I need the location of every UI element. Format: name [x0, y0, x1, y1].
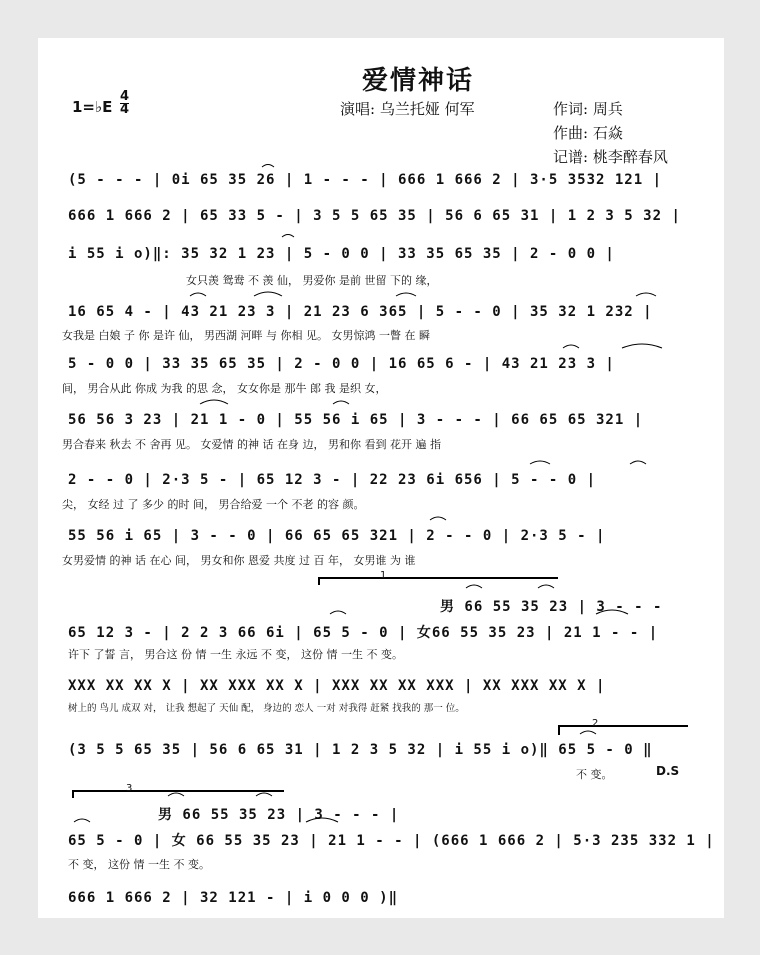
singers: 演唱: 乌兰托娅 何军 [340, 100, 475, 118]
music-row-5: 5 - 0 0 | 33 35 65 35 | 2 - 0 0 | 16 65 6 - | 43 21 23 3 | [68, 356, 615, 372]
music-row-7: 2 - - 0 | 2·3 5 - | 65 12 3 - | 22 23 6i 656 | 5 - - 0 | [68, 472, 597, 488]
volta-1-label: 1 [380, 570, 387, 581]
lyric-row-4: 女我是 白娘 子 你 是许 仙， 男西湖 河畔 与 你相 见。 女男惊鸿 一瞥 在 瞬 [62, 329, 430, 342]
lyric-row-3: 女只羡 鸳鸯 不 羡 仙， 男爱你 是前 世留 下的 缘， [186, 274, 438, 287]
music-row-9: 65 12 3 - | 2 2 3 66 6i | 65 5 - 0 | 女66 55 35 23 | 21 1 - - | [68, 625, 659, 641]
slur [190, 293, 206, 296]
music-row-3: i 55 i o)‖: 35 32 1 23 | 5 - 0 0 | 33 35 65 35 | 2 - 0 0 | [68, 246, 615, 262]
music-row-13: 666 1 666 2 | 32 121 - | i 0 0 0 )‖ [68, 890, 399, 906]
slur [396, 293, 416, 296]
ds-mark: D.S [656, 764, 680, 778]
lyric-row-7: 尖， 女经 过 了 多少 的时 间， 男合给爱 一个 不老 的容 颜。 [62, 498, 365, 511]
slur [430, 517, 446, 520]
slur [596, 610, 628, 614]
music-row-12: 65 5 - 0 | 女 66 55 35 23 | 21 1 - - | (666 1 666 2 | 5·3 235 332 1 | [68, 833, 715, 849]
slur [262, 165, 274, 168]
music-row-1: (5 - - - | 0i 65 35 26 | 1 - - - | 666 1 666 2 | 3·5 3532 121 | [68, 172, 663, 188]
music-row-9a: 男 66 55 35 23 | 3 - - - [440, 599, 663, 615]
lyric-row-9: 许下 了誓 言， 男合这 份 情 一生 永远 不 变， 这份 情 一生 不 变。 [68, 648, 403, 661]
lyric-row-10: 树上的 鸟儿 成双 对， 让我 想起了 天仙 配， 身边的 恋人 一对 对我得 赶紧 找我的 那一 位。 [68, 703, 465, 714]
slur [630, 461, 646, 464]
slur [333, 401, 349, 404]
slur [306, 818, 338, 822]
slur [282, 235, 294, 238]
lyric-row-6: 男合春来 秋去 不 舍再 见。 女爱情 的神 话 在身 边， 男和你 看到 花开 遍 指 [62, 438, 441, 451]
music-row-8: 55 56 i 65 | 3 - - 0 | 66 65 65 321 | 2 - - 0 | 2·3 5 - | [68, 528, 606, 544]
time-den: 4 [120, 102, 130, 117]
slur [466, 585, 482, 588]
lyric-row-12: 不 变， 这份 情 一生 不 变。 [68, 858, 210, 871]
slur [538, 585, 554, 588]
slur [530, 461, 550, 464]
lyric-row-5: 间， 男合从此 你成 为我 的思 念， 女女你是 那牛 郎 我 是织 女， [62, 382, 387, 395]
lyric-row-11: 不 变。 [576, 768, 613, 781]
slur [74, 819, 90, 822]
key-signature: 1=♭E [72, 98, 113, 116]
music-row-6: 56 56 3 23 | 21 1 - 0 | 55 56 i 65 | 3 - - - | 66 65 65 321 | [68, 412, 644, 428]
slur [636, 293, 656, 296]
music-row-4: 16 65 4 - | 43 21 23 3 | 21 23 6 365 | 5 - - 0 | 35 32 1 232 | [68, 304, 653, 320]
song-title: 爱情神话 [362, 66, 475, 96]
composer: 作曲: 石焱 [553, 124, 623, 142]
lyricist: 作词: 周兵 [553, 100, 623, 118]
slur [168, 793, 184, 796]
slur [254, 292, 282, 296]
lyric-row-8: 女男爱情 的神 话 在心 间， 男女和你 恩爱 共度 过 百 年， 女男谁 为 谁 [62, 554, 416, 567]
transcriber: 记谱: 桃李醉春风 [553, 148, 668, 166]
music-row-12a: 男 66 55 35 23 | 3 - - - | [158, 807, 400, 823]
time-num: 4 [120, 89, 130, 104]
volta-2-label: 2 [592, 718, 599, 729]
slur [330, 611, 346, 614]
slur [622, 344, 662, 348]
music-row-2: 666 1 666 2 | 65 33 5 - | 3 5 5 65 35 | 56 6 65 31 | 1 2 3 5 32 | [68, 208, 681, 224]
music-row-11: (3 5 5 65 35 | 56 6 65 31 | 1 2 3 5 32 | i 55 i o)‖ 65 5 - 0 ‖ [68, 742, 653, 758]
music-row-10: XXX XX XX X | XX XXX XX X | XXX XX XX XXX | XX XXX XX X | [68, 678, 606, 694]
slur [256, 793, 272, 796]
slur [580, 731, 596, 734]
slur [563, 345, 579, 348]
volta-3-label: 3 [126, 783, 133, 794]
slur [200, 400, 228, 404]
